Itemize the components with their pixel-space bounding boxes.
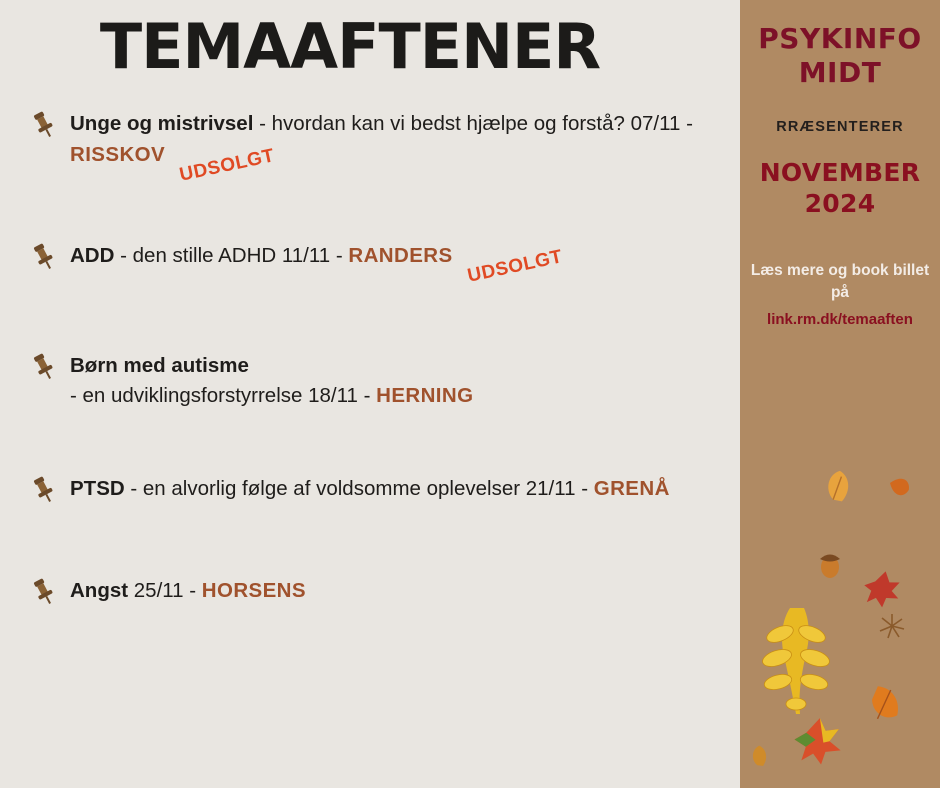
month-heading [740,157,940,220]
list-item[interactable] [24,351,740,413]
page-title: TEMAAFTENER [99,10,601,83]
pushpin-icon [28,351,60,383]
brand-line-1: PSYKINFO [758,22,922,55]
event-desc: - hvordan kan vi bedst hjælpe og forstå? 07/11 - [253,112,693,136]
event-title: Unge og mistrivsel [70,112,254,136]
pushpin-icon [28,241,60,273]
event-place: HERNING [376,384,474,408]
list-item[interactable] [24,576,740,616]
event-text [70,576,740,607]
event-text [70,351,740,413]
event-desc: - den stille ADHD 11/11 - [114,243,349,267]
month-name: NOVEMBER [759,158,921,188]
event-place: GRENÅ [593,477,670,501]
booking-text: Læs mere og book billet på [750,261,930,302]
event-desc: - en udviklingsforstyrrelse 18/11 - [70,384,377,408]
event-title: Angst [70,579,129,603]
event-desc: 25/11 - [128,579,202,603]
pushpin-icon [28,109,60,141]
event-title: ADD [70,243,115,267]
brand-line-2: MIDT [798,55,882,89]
brand-logo [740,22,940,89]
event-title: PTSD [70,477,125,501]
pushpin-icon [28,576,60,608]
list-item[interactable] [24,241,740,287]
list-item[interactable] [24,474,740,514]
month-year: 2024 [804,189,876,219]
event-list [0,109,740,616]
event-text [70,109,740,186]
status-badge: UDSOLGT [465,245,564,287]
booking-info [740,260,940,331]
presents-label: RRÆSENTERER [776,119,904,136]
event-place: RISSKOV [70,142,166,166]
event-desc: - en alvorlig følge af voldsomme oplevelser 21/11 - [124,477,594,501]
autumn-leaves-decoration [740,458,940,788]
event-place: HORSENS [201,579,306,603]
event-place: RANDERS [348,243,453,267]
event-text [70,474,740,505]
list-item[interactable] [24,109,740,186]
event-text [70,241,740,287]
booking-link[interactable]: link.rm.dk/temaaften [767,310,913,328]
event-title: Børn med autisme [70,353,249,377]
status-badge: UDSOLGT [177,145,277,186]
sidebar [740,0,940,788]
pushpin-icon [28,474,60,506]
